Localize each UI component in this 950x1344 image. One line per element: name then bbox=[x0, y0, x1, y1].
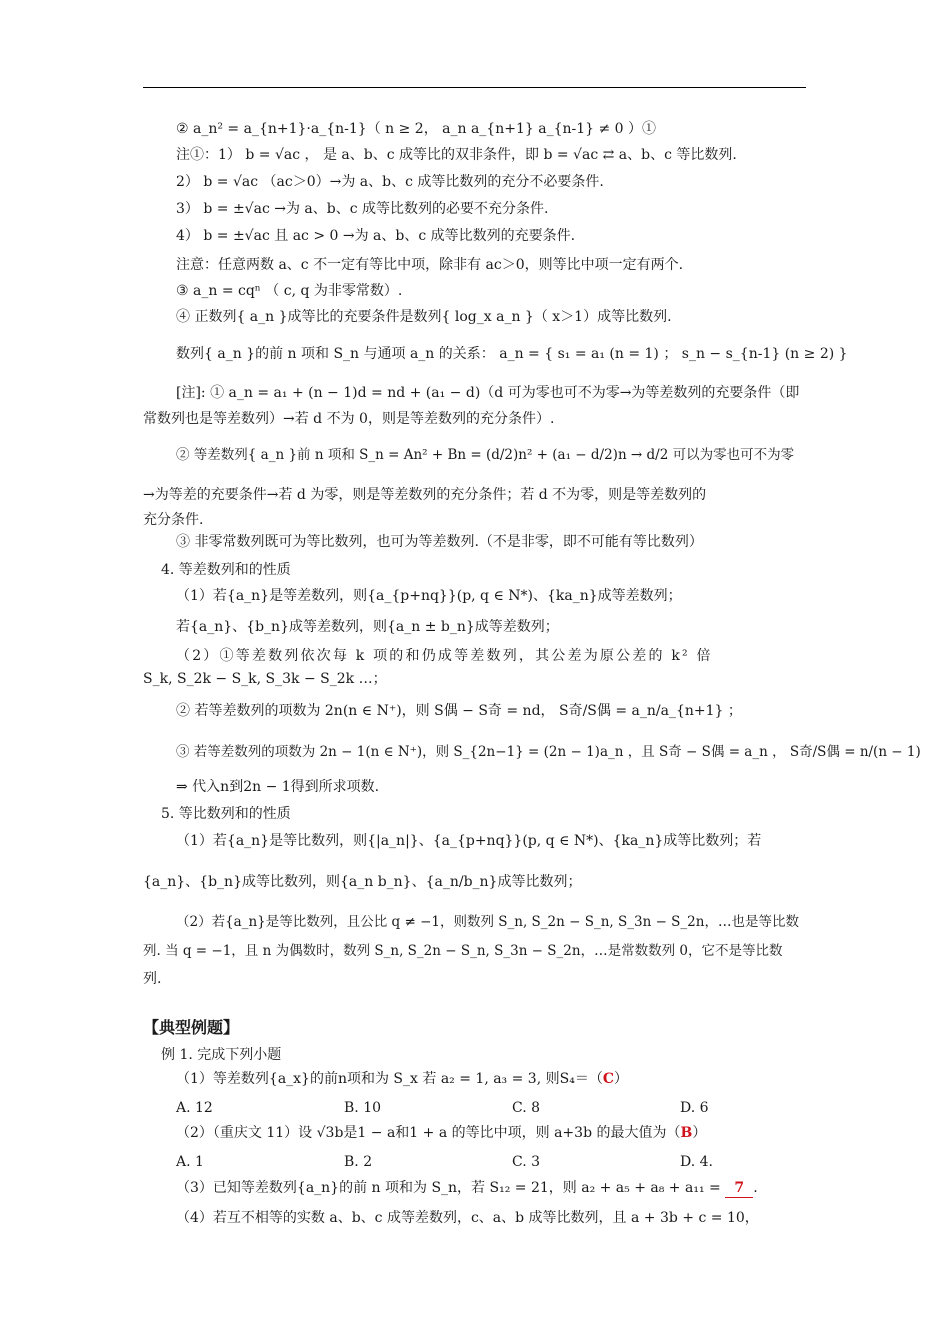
section-heading: 【典型例题】 bbox=[143, 1018, 240, 1037]
question-3-text: （3）已知等差数列{a_n}的前 n 项和为 S_n，若 S₁₂ = 21，则 a₂ + a₅ + a₈ + a₁₁ = bbox=[176, 1180, 721, 1196]
text-line: 注①：1） b = √ac ， 是 a、b、c 成等比的双非条件，即 b = √ac ⇄ a、b、c 等比数列. bbox=[176, 147, 737, 163]
option-a: A. 1 bbox=[176, 1154, 204, 1170]
text-line: 充分条件. bbox=[143, 512, 204, 528]
text-line: 3） b = ±√ac →为 a、b、c 成等比数列的必要不充分条件. bbox=[176, 201, 549, 217]
option-d: D. 6 bbox=[680, 1100, 709, 1116]
text-line: 5. 等比数列和的性质 bbox=[161, 806, 291, 822]
answer-1: C bbox=[602, 1071, 614, 1087]
text-line: 4） b = ±√ac 且 ac > 0 →为 a、b、c 成等比数列的充要条件. bbox=[176, 228, 576, 244]
option-c: C. 3 bbox=[512, 1154, 541, 1170]
text-line: ② 等差数列{ a_n }前 n 项和 S_n = An² + Bn = (d/2)n² + (a₁ − d/2)n → d/2 可以为零也可不为零 bbox=[176, 447, 795, 463]
question-2-text: （2）（重庆文 11）设 √3b是1 − a和1 + a 的等比中项，则 a+3b 的最大值为（ bbox=[176, 1125, 681, 1141]
question-1-text: （1）等差数列{a_x}的前n项和为 S_x 若 a₂ = 1, a₃ = 3, 则S₄＝（ bbox=[176, 1071, 603, 1087]
text-line: ③ 非零常数列既可为等比数列，也可为等差数列.（不是非零，即不可能有等比数列） bbox=[176, 534, 703, 550]
text-line: （1）若{a_n}是等比数列，则{|a_n|}、{a_{p+nq}}(p, q ∈ N*)、{ka_n}成等比数列；若 bbox=[176, 833, 762, 849]
question-2 bbox=[176, 1124, 706, 1142]
question-4: （4）若互不相等的实数 a、b、c 成等差数列，c、a、b 成等比数列，且 a + 3b + c = 10， bbox=[176, 1210, 759, 1226]
text-line: 注意：任意两数 a、c 不一定有等比中项，除非有 ac＞0，则等比中项一定有两个. bbox=[176, 257, 684, 273]
text-line: （1）若{a_n}是等差数列，则{a_{p+nq}}(p, q ∈ N*)、{ka_n}成等差数列； bbox=[176, 588, 682, 604]
text-line: （2）①等差数列依次每 k 项的和仍成等差数列，其公差为原公差的 k² 倍 bbox=[176, 648, 713, 664]
option-a: A. 12 bbox=[176, 1100, 213, 1116]
header-rule bbox=[143, 87, 806, 88]
question-1-end: ） bbox=[613, 1071, 628, 1087]
text-line: ③ 若等差数列的项数为 2n − 1(n ∈ N⁺)，则 S_{2n−1} = (2n − 1)a_n ，且 S奇 − S偶 = a_n ， S奇/S偶 = n/(n − 1) bbox=[176, 744, 921, 760]
text-line: ③ a_n = cqⁿ （ c, q 为非零常数）. bbox=[176, 283, 403, 299]
text-line: ② 若等差数列的项数为 2n(n ∈ N⁺)，则 S偶 − S奇 = nd， S奇/S偶 = a_n/a_{n+1} ； bbox=[176, 703, 742, 719]
text-line: ② a_n² = a_{n+1}·a_{n-1}（ n ≥ 2， a_n a_{n+1} a_{n-1} ≠ 0 ）① bbox=[176, 121, 657, 137]
text-line: {a_n}、{b_n}成等比数列，则{a_n b_n}、{a_n/b_n}成等比数列； bbox=[143, 874, 582, 890]
text-line: ⇒ 代入n到2n − 1得到所求项数. bbox=[176, 779, 380, 795]
text-line: 数列{ a_n }的前 n 项和 S_n 与通项 a_n 的关系： a_n = { s₁ = a₁ (n = 1) ； s_n − s_{n-1} (n ≥ 2) } bbox=[176, 346, 848, 362]
text-line: S_k, S_2k − S_k, S_3k − S_2k …； bbox=[143, 671, 387, 687]
text-line: （2）若{a_n}是等比数列，且公比 q ≠ −1，则数列 S_n, S_2n − S_n, S_3n − S_2n，…也是等比数 bbox=[176, 914, 799, 930]
option-d: D. 4. bbox=[680, 1154, 713, 1170]
answer-3-blank: 7 bbox=[725, 1179, 753, 1198]
answer-2: B bbox=[680, 1125, 693, 1141]
text-line: ④ 正数列{ a_n }成等比的充要条件是数列{ log_x a_n }（ x＞1）成等比数列. bbox=[176, 309, 672, 325]
text-line: [注]: ① a_n = a₁ + (n − 1)d = nd + (a₁ − d)（d 可为零也可不为零→为等差数列的充要条件（即 bbox=[176, 385, 800, 401]
text-line: →为等差的充要条件→若 d 为零，则是等差数列的充分条件；若 d 不为零，则是等差数列的 bbox=[143, 487, 707, 503]
option-b: B. 2 bbox=[344, 1154, 373, 1170]
question-3-end: . bbox=[753, 1180, 758, 1196]
text-line: 列. bbox=[143, 971, 162, 987]
option-b: B. 10 bbox=[344, 1100, 382, 1116]
question-3 bbox=[176, 1179, 758, 1198]
text-line: 4. 等差数列和的性质 bbox=[161, 562, 291, 578]
text-line: 列. 当 q = −1，且 n 为偶数时，数列 S_n, S_2n − S_n, S_3n − S_2n，…是常数数列 0，它不是等比数 bbox=[143, 943, 783, 959]
question-1 bbox=[176, 1070, 628, 1088]
question-2-end: ） bbox=[692, 1125, 707, 1141]
text-line: 常数列也是等差数列）→若 d 不为 0，则是等差数列的充分条件）. bbox=[143, 411, 555, 427]
text-line: 若{a_n}、{b_n}成等差数列，则{a_n ± b_n}成等差数列； bbox=[176, 619, 559, 635]
option-c: C. 8 bbox=[512, 1100, 541, 1116]
text-line: 2） b = √ac （ac＞0）→为 a、b、c 成等比数列的充分不必要条件. bbox=[176, 174, 604, 190]
example-title: 例 1. 完成下列小题 bbox=[161, 1047, 282, 1063]
